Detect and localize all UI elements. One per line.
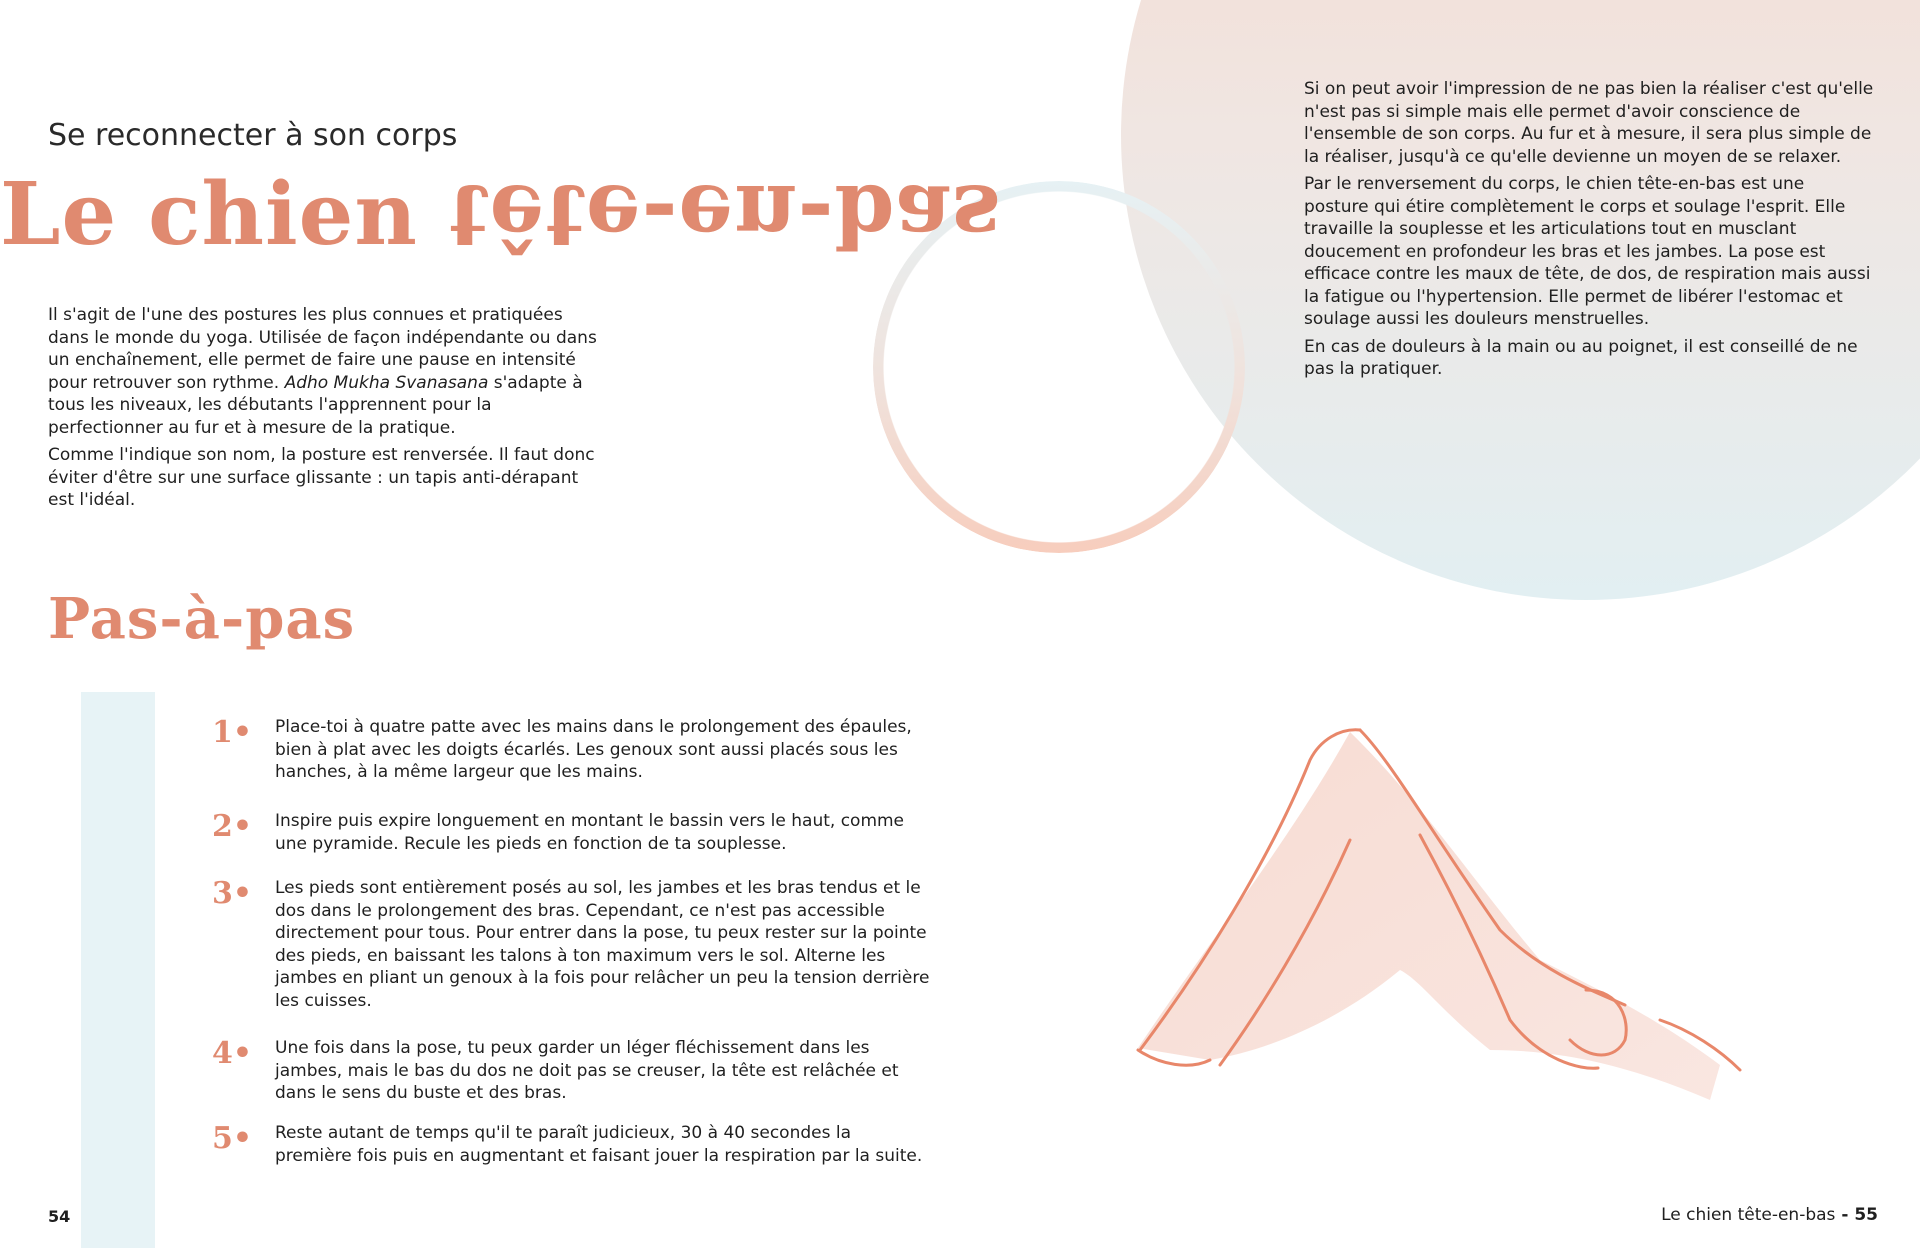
title-part-1: Le chien — [0, 164, 418, 265]
title-part-2-inverted: tête-en-bas — [448, 165, 1002, 266]
step-item — [212, 877, 932, 1012]
pose-sanskrit-name: Adho Mukha Svanasana — [284, 372, 489, 393]
step-item — [212, 810, 932, 855]
step-number: 3• — [212, 876, 253, 911]
page-title — [0, 164, 1002, 266]
step-text: Une fois dans la pose, tu peux garder un léger fléchissement dans les jambes, mais le bas du dos ne doit pas se creuser, la tête est relâchée et dans le sens du buste et des bras. — [275, 1038, 899, 1103]
running-title: Le chien tête-en-bas — [1661, 1205, 1836, 1225]
intro-p1-text-end: s'adapte à tous les niveaux, les débutants l'apprennent pour la perfectionner au fur et à mesure de la pratique. — [48, 372, 583, 438]
right-paragraph-1: Si on peut avoir l'impression de ne pas bien la réaliser c'est qu'elle n'est pas si simple mais elle permet d'avoir conscience de l'ensemble de son corps. Au fur et à mesure, il sera plus simple de la réaliser, jusqu'à ce qu'elle devienne un moyen de se relaxer. — [1304, 79, 1874, 167]
step-text: Place-toi à quatre patte avec les mains dans le prolongement des épaules, bien à plat avec les doigts écarlés. Les genoux sont aussi placés sous les hanches, à la même largeur que les mains. — [275, 717, 912, 782]
intro-paragraph-1 — [48, 304, 608, 439]
intro-paragraph-2: Comme l'indique son nom, la posture est renversée. Il faut donc éviter d'être sur une surface glissante : un tapis anti-dérapant est l'idéal. — [48, 445, 595, 510]
decorative-side-bar — [81, 692, 155, 1248]
step-text: Reste autant de temps qu'il te paraît judicieux, 30 à 40 secondes la première fois puis en augmentant et faisant jouer la respiration par la suite. — [275, 1123, 923, 1166]
step-number: 1• — [212, 715, 253, 750]
section-kicker: Se reconnecter à son corps — [48, 118, 458, 153]
intro-text — [48, 304, 608, 517]
right-paragraph-2: Par le renversement du corps, le chien tête-en-bas est une posture qui étire complètement le corps et soulage l'esprit. Elle travaille la souplesse et les articulations tout en musclant doucement en profondeur les bras et les jambes. La pose est efficace contre les maux de tête, de dos, de respiration mais aussi la fatigue ou l'hypertension. Elle permet de libérer l'estomac et soulage aussi les douleurs menstruelles. — [1304, 174, 1871, 329]
step-number: 5• — [212, 1121, 253, 1156]
right-column-text — [1304, 78, 1874, 386]
step-text: Les pieds sont entièrement posés au sol, les jambes et les bras tendus et le dos dans le prolongement des bras. Cependant, ce n'est pas accessible directement pour tous. Pour entrer dans la pose, tu peux rester sur la pointe des pieds, en baissant les talons à ton maximum vers le sol. Alterne les jambes en pliant un genoux à la fois pour relâcher un peu la tension derrière les cuisses. — [275, 878, 930, 1011]
step-item — [212, 1037, 932, 1105]
downward-dog-illustration — [1120, 720, 1820, 1120]
step-item — [212, 716, 932, 784]
step-text: Inspire puis expire longuement en montant le bassin vers le haut, comme une pyramide. Recule les pieds en fonction de ta souplesse. — [275, 811, 905, 854]
page-number-left: 54 — [48, 1207, 71, 1226]
step-item — [212, 1122, 932, 1167]
intro-p1-text: Il s'agit de l'une des postures les plus connues et pratiquées dans le monde du yoga. Utilisée de façon indépendante ou dans un enchaînement, elle permet de faire une pause en intensité pour retrouver son rythme. — [48, 305, 597, 393]
step-number: 2• — [212, 809, 253, 844]
steps-section-title: Pas-à-pas — [48, 586, 356, 652]
right-paragraph-3: En cas de douleurs à la main ou au poignet, il est conseillé de ne pas la pratiquer. — [1304, 336, 1858, 379]
body-wash — [1138, 732, 1720, 1100]
running-footer — [1661, 1205, 1878, 1225]
footer-separator: - — [1835, 1205, 1855, 1225]
step-number: 4• — [212, 1036, 253, 1071]
page-number-right: 55 — [1854, 1205, 1878, 1225]
